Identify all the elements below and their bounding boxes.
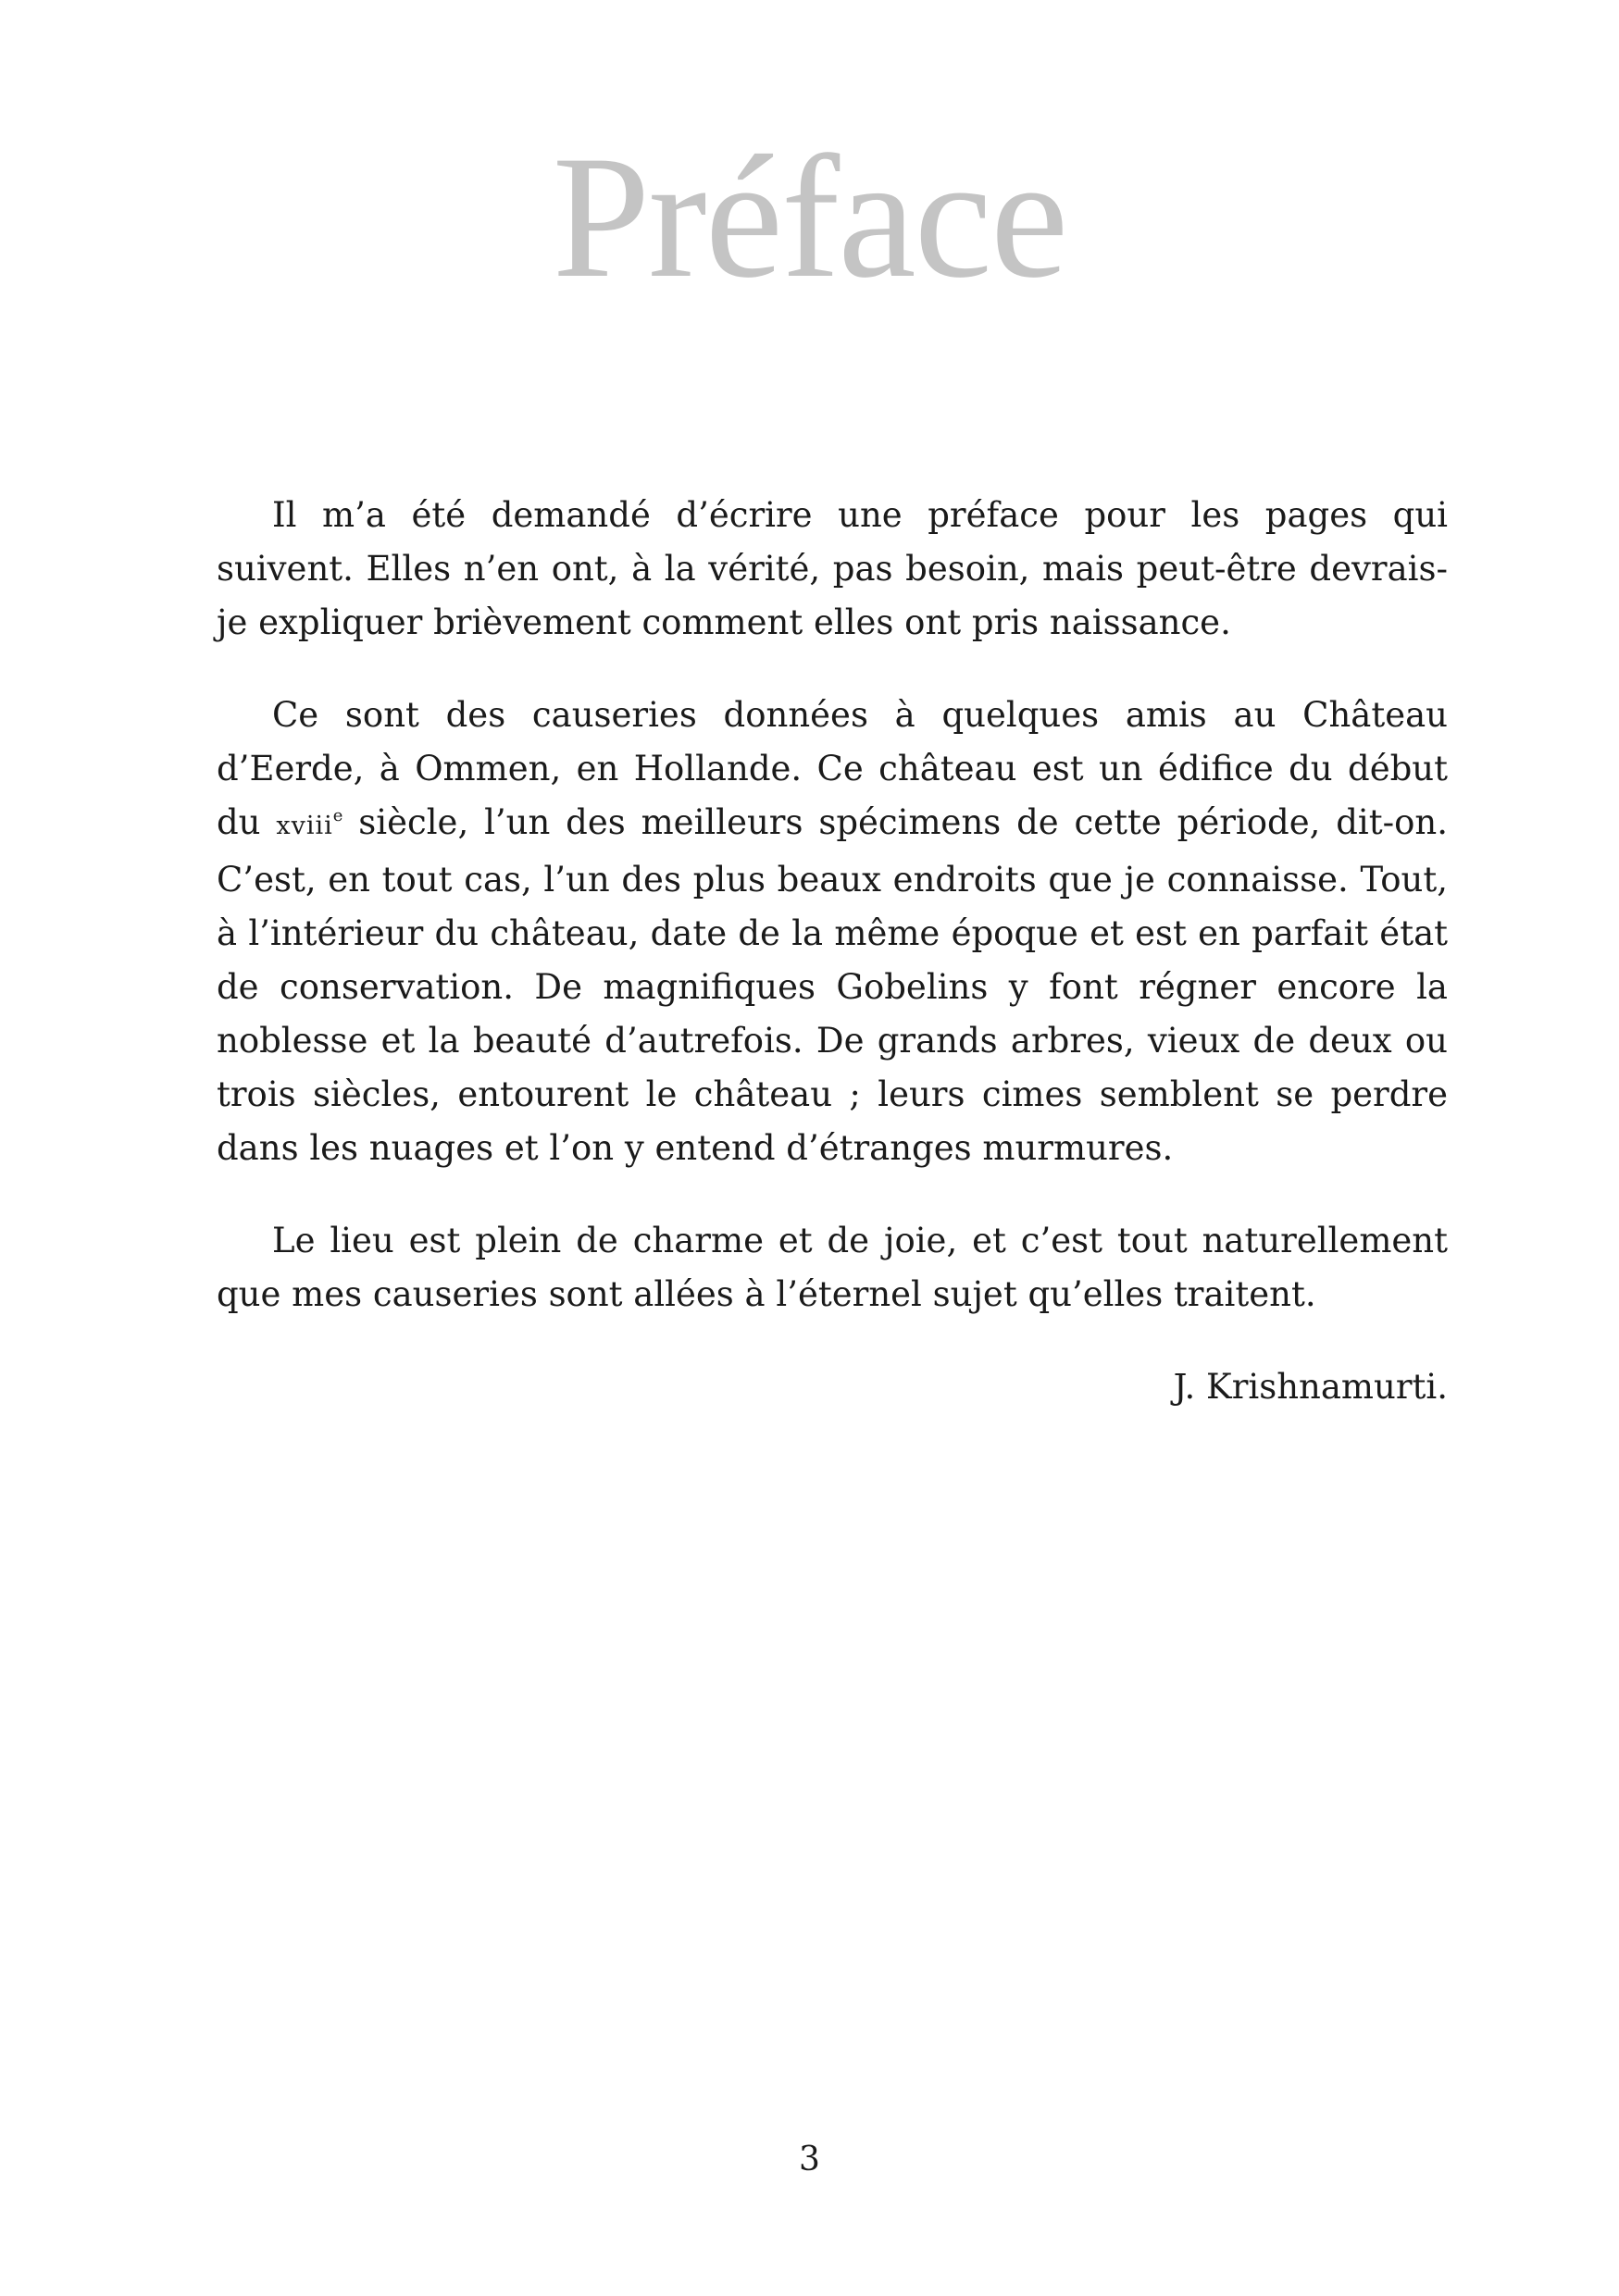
paragraph-2-text-before: Ce sont des causeries données à quelques amis au Château d’Eerde, à Ommen, en Hollande. Ce château est un édifice du début du: [217, 695, 1448, 842]
paragraph-1: Il m’a été demandé d’écrire une préface pour les pages qui suivent. Elles n’en ont, à la vérité, pas besoin, mais peut-être devrais-je expliquer brièvement comment elles ont pris naissance.: [217, 495, 1448, 642]
paragraph-2: [217, 689, 1448, 1175]
century-superscript: e: [332, 806, 343, 825]
paragraph-2-text-after: siècle, l’un des meilleurs spécimens de cette période, dit-on. C’est, en tout cas, l’un des plus beaux endroits que je connaisse. Tout, à l’intérieur du château, date de la même époque et est en parfait état de conservation. De magnifiques Gobelins y font régner encore la noblesse et la beauté d’autrefois. De grands arbres, vieux de deux ou trois siècles, entourent le château ; leurs cimes semblent se perdre dans les nuages et l’on y entend d’étranges murmures.: [217, 802, 1448, 1168]
page-title: Préface: [552, 120, 1067, 315]
author-signature: J. Krishnamurti.: [1173, 1367, 1448, 1407]
paragraph-3: Le lieu est plein de charme et de joie, et c’est tout naturellement que mes causeries sont allées à l’éternel sujet qu’elles traitent.: [217, 1221, 1448, 1314]
preface-body: [217, 489, 1448, 1414]
century-numeral: xviii: [276, 812, 333, 840]
page-number: 3: [799, 2141, 820, 2178]
